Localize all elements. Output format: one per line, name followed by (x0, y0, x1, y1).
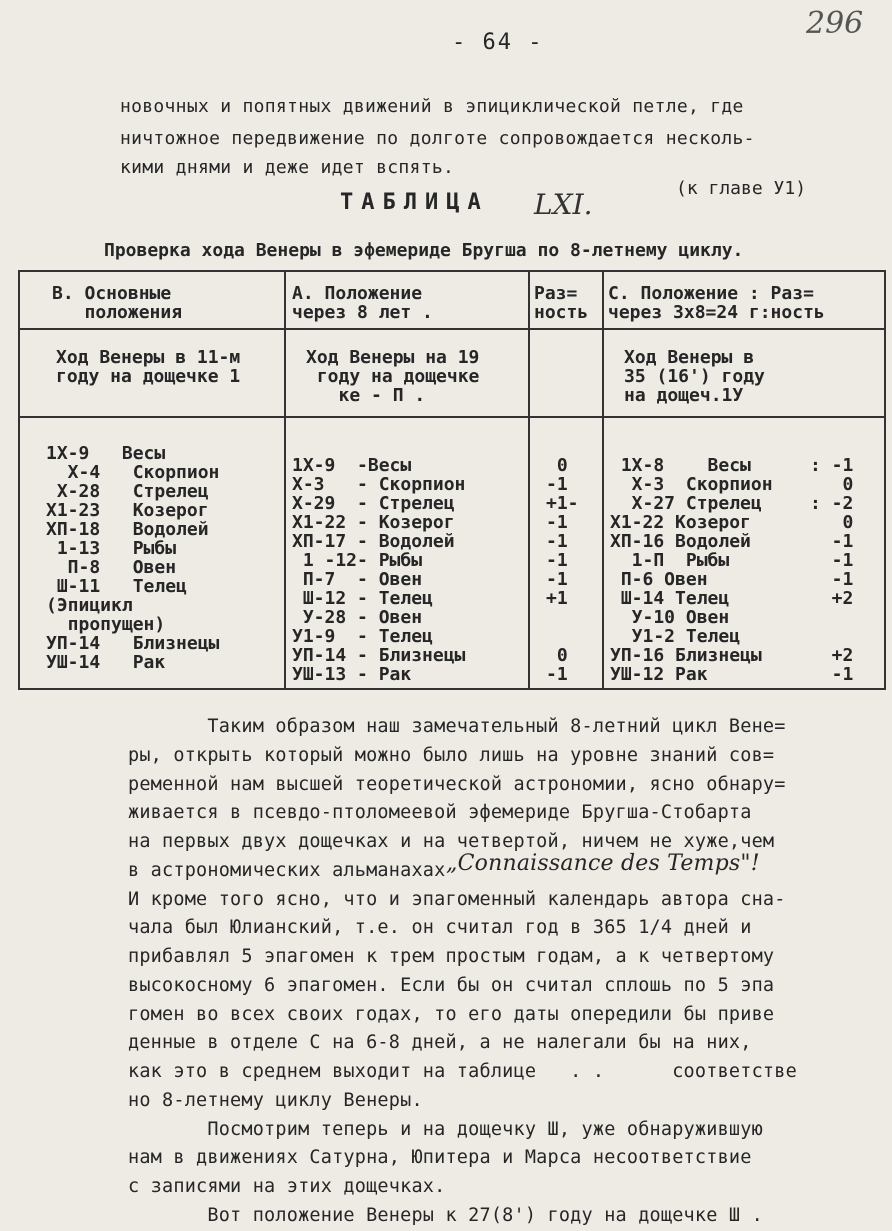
body-line-15: Посмотрим теперь и на дощечку Ш, уже обнаружившую (128, 1118, 763, 1140)
intro-line-1: новочных и попятных движений в эпициклической петле, где (120, 96, 744, 117)
table-title: ТАБЛИЦА (340, 190, 489, 215)
column-divider (284, 272, 286, 688)
row-divider (20, 416, 884, 418)
body-line-16: нам в движениях Сатурна, Юпитера и Марса несоответствие (128, 1147, 752, 1169)
body-line-4: живается в псевдо-птоломеевой эфемериде Бругша-Стобарта (128, 802, 752, 824)
intro-line-3: кими днями и деже идет вспять. (120, 157, 455, 178)
body-line-1: Таким образом наш замечательный 8-летний цикл Вене= (128, 716, 786, 737)
subheader-b: Ход Венеры в 11-м году на дощечке 1 (56, 347, 241, 387)
subheader-c: Ход Венеры в 35 (16') году на дощеч.1У (624, 347, 765, 406)
table-handwritten-number: LXI. (534, 188, 593, 221)
body-line-9: прибавлял 5 эпагомен к трем простым годам, а к четвертому (128, 946, 775, 968)
venus-table (18, 270, 886, 690)
body-line-6: в астрономических альманахах (128, 859, 446, 881)
row-divider (20, 328, 884, 330)
body-line-5: на первых двух дощечках и на четвертой, ничем не хуже,чем (128, 831, 775, 853)
body-line-2: ры, открыть который можно было лишь на уровне знаний сов= (128, 744, 775, 766)
body-line-13: как это в среднем выходит на таблице . . соответстве (128, 1061, 797, 1083)
table-subtitle: Проверка хода Венеры в эфемериде Бругша по 8-летнему циклу. (104, 240, 744, 261)
column-divider (602, 272, 604, 688)
body-line-17: с записями на этих дощечках. (128, 1176, 446, 1198)
body-line-11: гомен во всех своих годах, то его даты опередили бы приве (128, 1003, 775, 1025)
header-diff-1: Раз= ность (534, 283, 589, 323)
handwritten-quote: „Connaissance des Temps"! (446, 850, 760, 876)
body-line-7: И кроме того ясно, что и эпагоменный календарь автора сна- (128, 888, 786, 910)
header-a: А. Положение через 8 лет . (292, 283, 433, 323)
header-b: В. Основные положения (52, 283, 183, 323)
body-line-8: чала был Юлианский, т.е. он считал год в 365 1/4 дней и (128, 917, 752, 939)
column-diff-1-values: 0 -1 +1- -1 -1 -1 -1 +1 0 -1 (546, 455, 579, 685)
page-number: - 64 - (452, 30, 544, 55)
body-line-12: денные в отделе С на 6-8 дней, а не налегали бы на них, (128, 1032, 752, 1054)
body-line-18: Вот положение Венеры к 27(8') году на дощечке Ш . (128, 1205, 763, 1226)
table-reference: (к главе У1) (676, 178, 807, 199)
header-c: С. Положение : Раз= через 3х8=24 г:ность (608, 283, 825, 323)
column-c-values: 1Х-8 Весы Х-3 Скорпион Х-27 Стрелец Х1-22 Козерог ХП-16 Водолей 1-П Рыбы П-6 Овен Ш-14 Телец У-10 Овен У1-2 Телец УП-16 Близнецы УШ-12 Рак (610, 455, 773, 685)
handwritten-page-number: 296 (806, 6, 864, 41)
body-line-10: высокосному 6 эпагомен. Если бы он считал сплошь по 5 эпа (128, 974, 775, 996)
column-diff-2-values: : -1 0 : -2 0 -1 -1 -1 +2 +2 -1 (810, 455, 854, 685)
subheader-a: Ход Венеры на 19 году на дощечке ке - П . (306, 347, 480, 406)
intro-line-2: ничтожное передвижение по долготе сопровождается несколь- (120, 128, 755, 149)
body-line-14: но 8-летнему циклу Венеры. (128, 1089, 423, 1111)
column-divider (528, 272, 530, 688)
body-line-3: ременной нам высшей теоретической астрономии, ясно обнару= (128, 773, 786, 795)
column-a-values: 1Х-9 -Весы Х-3 - Скорпион Х-29 - Стрелец Х1-22 - Козерог ХП-17 - Водолей 1 -12- Рыбы П-7 - Овен Ш-12 - Телец У-28 - Овен У1-9 - Телец УП-14 - Близнецы УШ-13 - Рак (292, 455, 466, 685)
column-b-values: 1Х-9 Весы Х-4 Скорпион Х-28 Стрелец Х1-23 Козерог ХП-18 Водолей 1-13 Рыбы П-8 Овен Ш-11 Телец (Эпицикл пропущен) УП-14 Близнецы УШ-14 Рак (46, 443, 220, 673)
